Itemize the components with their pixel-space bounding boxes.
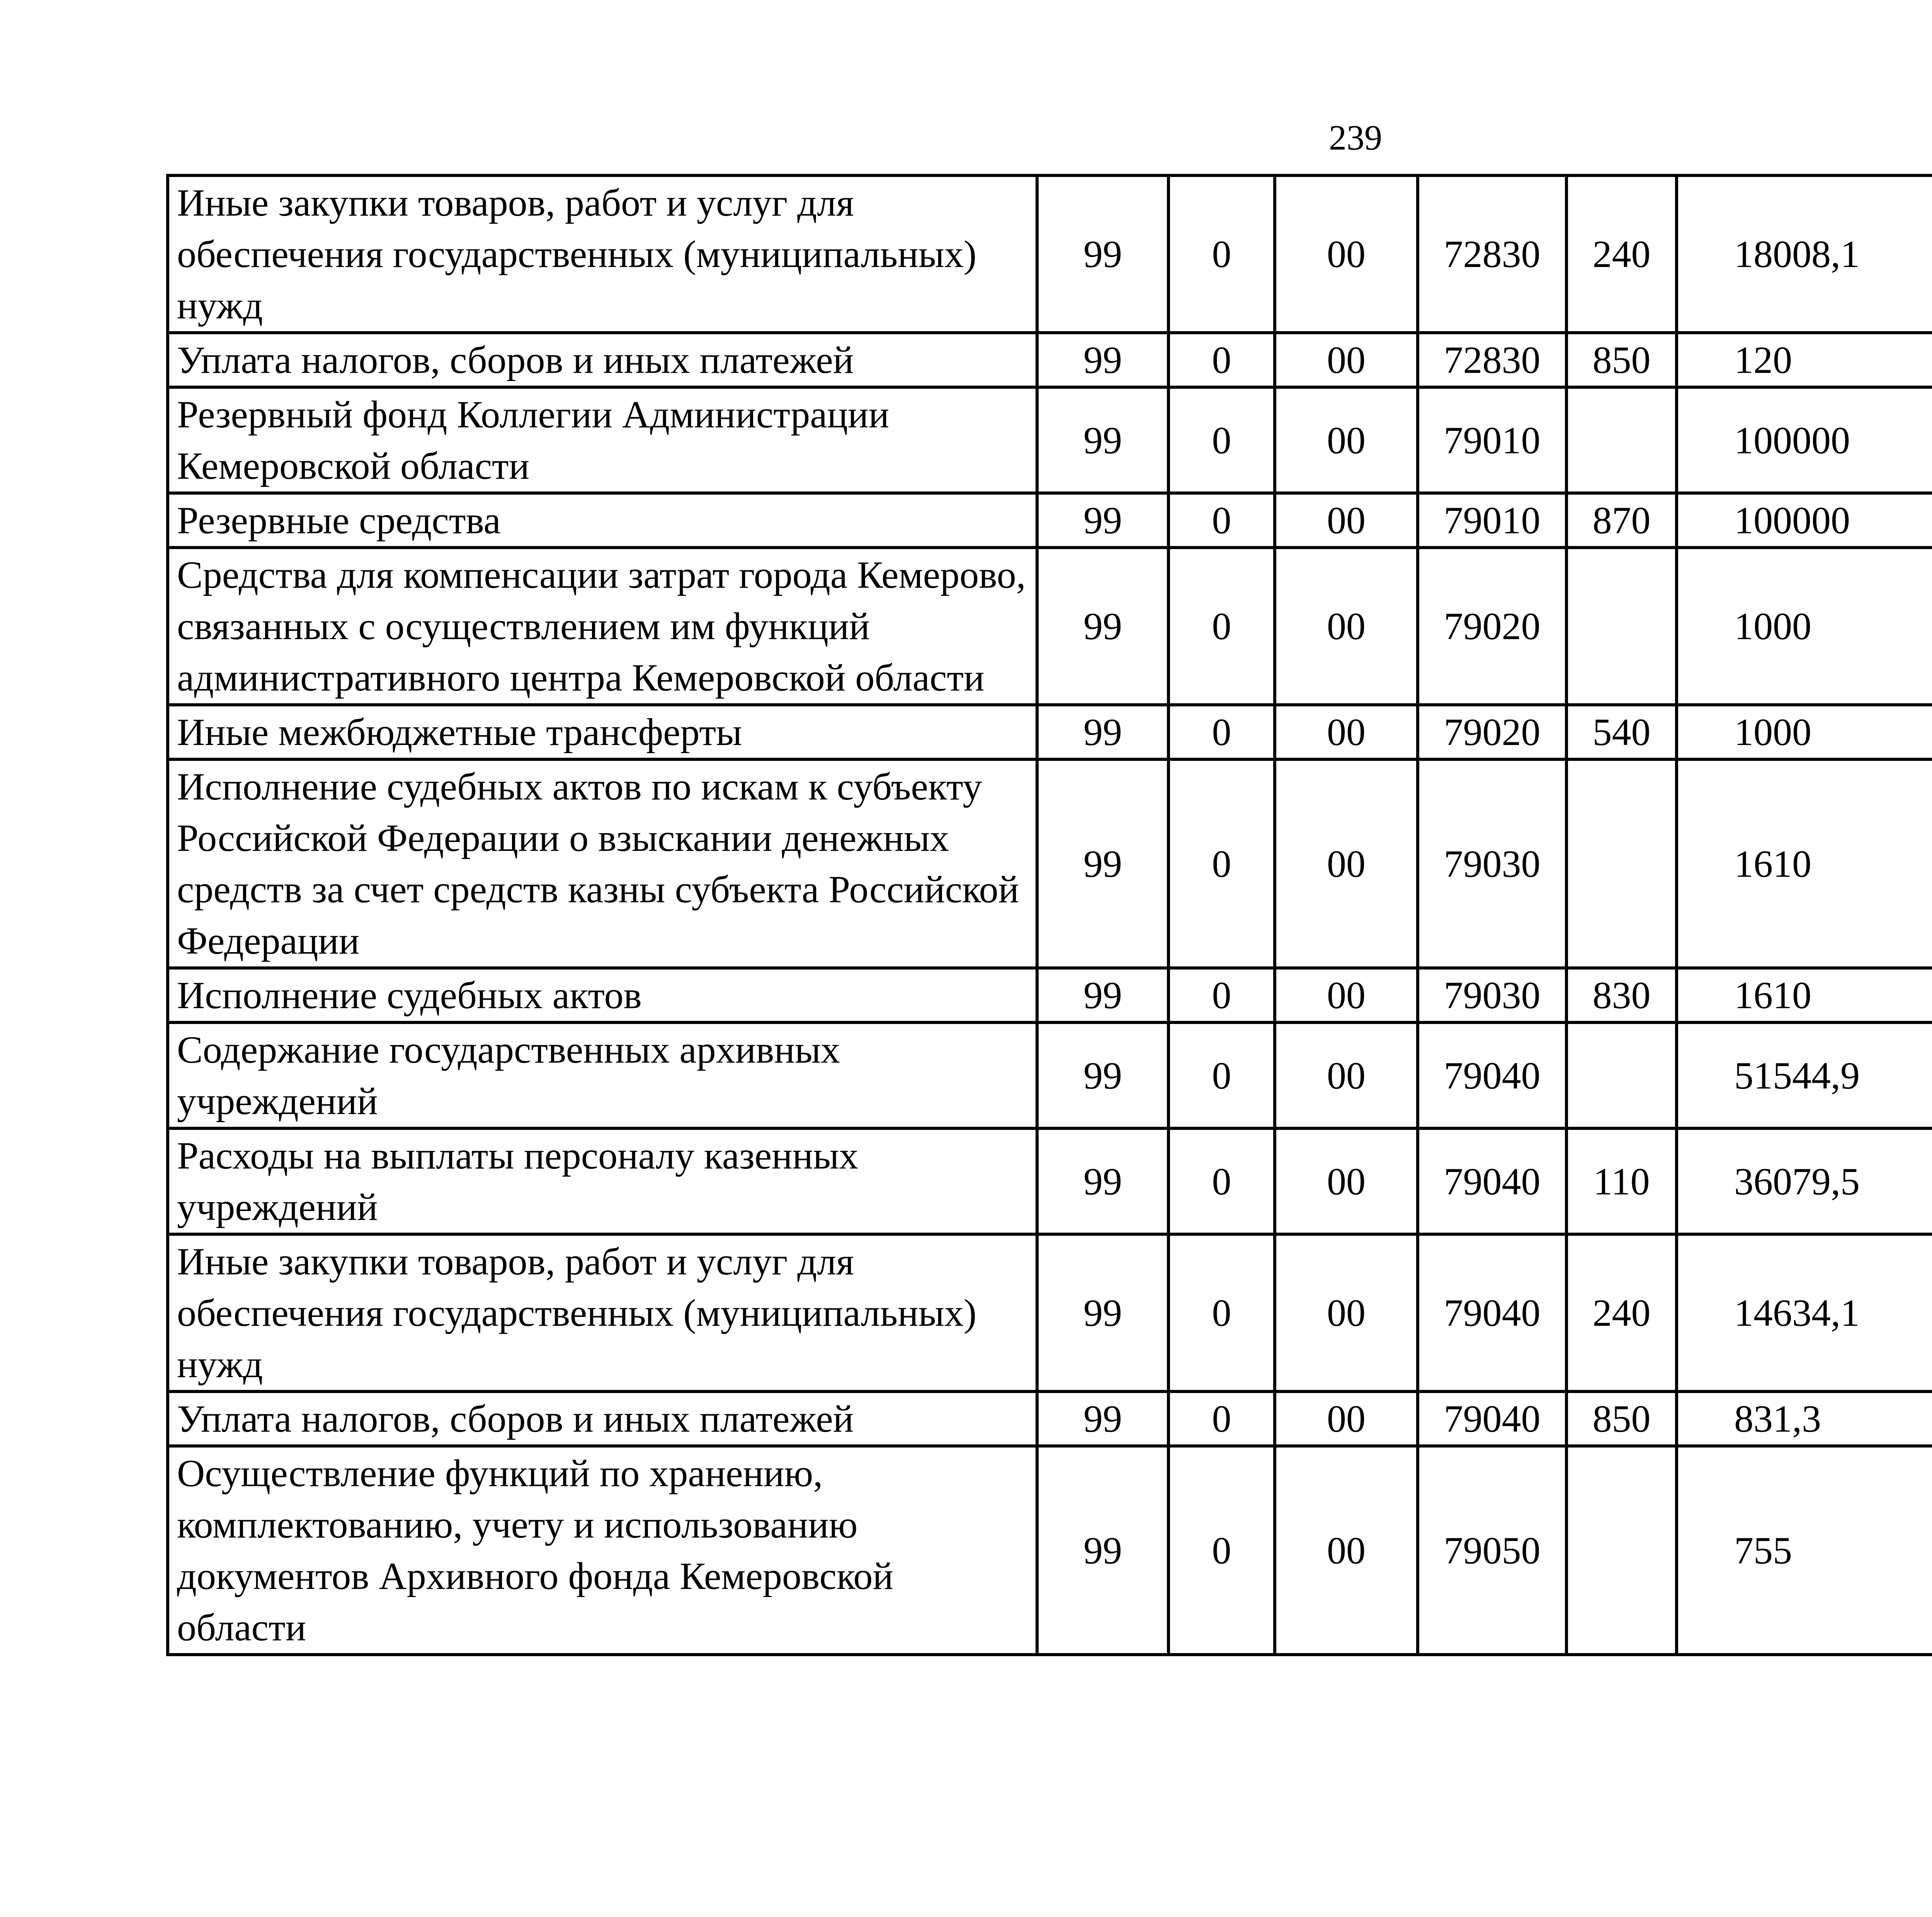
table-row [168, 759, 1932, 968]
expense-type-code: 540 [1566, 705, 1677, 759]
subprogram-code: 00 [1275, 705, 1418, 759]
line-item-name: Иные закупки товаров, работ и услуг для обеспечения государственных (муниципальных) нужд [168, 1234, 1037, 1391]
section-code: 99 [1037, 333, 1168, 387]
section-code: 99 [1037, 1391, 1168, 1446]
section-code: 99 [1037, 548, 1168, 705]
section-code: 99 [1037, 387, 1168, 493]
program-code: 0 [1168, 968, 1275, 1022]
target-article-code: 72830 [1418, 175, 1566, 333]
table-row [168, 1391, 1932, 1446]
amount-year-1: 18008,1 [1677, 175, 1932, 333]
expense-type-code [1566, 387, 1677, 493]
subprogram-code: 00 [1275, 968, 1418, 1022]
table-row [168, 493, 1932, 548]
table-row [168, 548, 1932, 705]
budget-table [166, 174, 1932, 1656]
section-code: 99 [1037, 705, 1168, 759]
expense-type-code: 830 [1566, 968, 1677, 1022]
expense-type-code: 850 [1566, 1391, 1677, 1446]
program-code: 0 [1168, 175, 1275, 333]
amount-year-1: 1610 [1677, 968, 1932, 1022]
subprogram-code: 00 [1275, 333, 1418, 387]
target-article-code: 79020 [1418, 705, 1566, 759]
line-item-name: Исполнение судебных актов по искам к субъекту Российской Федерации о взыскании денежных средств за счет средств казны субъекта Российской Федерации [168, 759, 1037, 968]
expense-type-code: 240 [1566, 1234, 1677, 1391]
program-code: 0 [1168, 548, 1275, 705]
subprogram-code: 00 [1275, 387, 1418, 493]
line-item-name: Средства для компенсации затрат города Кемерово, связанных с осуществлением им функций административного центра Кемеровской области [168, 548, 1037, 705]
line-item-name: Иные межбюджетные трансферты [168, 705, 1037, 759]
program-code: 0 [1168, 1391, 1275, 1446]
target-article-code: 72830 [1418, 333, 1566, 387]
subprogram-code: 00 [1275, 759, 1418, 968]
amount-year-1: 100000 [1677, 493, 1932, 548]
target-article-code: 79030 [1418, 759, 1566, 968]
expense-type-code: 870 [1566, 493, 1677, 548]
table-row [168, 1128, 1932, 1234]
subprogram-code: 00 [1275, 548, 1418, 705]
program-code: 0 [1168, 705, 1275, 759]
subprogram-code: 00 [1275, 1446, 1418, 1655]
table-row [168, 1234, 1932, 1391]
expense-type-code [1566, 759, 1677, 968]
table-body [168, 175, 1932, 1655]
program-code: 0 [1168, 493, 1275, 548]
table-row [168, 387, 1932, 493]
program-code: 0 [1168, 759, 1275, 968]
program-code: 0 [1168, 1128, 1275, 1234]
subprogram-code: 00 [1275, 1234, 1418, 1391]
expense-type-code [1566, 1446, 1677, 1655]
line-item-name: Резервный фонд Коллегии Администрации Кемеровской области [168, 387, 1037, 493]
line-item-name: Исполнение судебных актов [168, 968, 1037, 1022]
line-item-name: Иные закупки товаров, работ и услуг для обеспечения государственных (муниципальных) нужд [168, 175, 1037, 333]
target-article-code: 79040 [1418, 1234, 1566, 1391]
amount-year-1: 14634,1 [1677, 1234, 1932, 1391]
section-code: 99 [1037, 968, 1168, 1022]
program-code: 0 [1168, 1446, 1275, 1655]
section-code: 99 [1037, 1234, 1168, 1391]
section-code: 99 [1037, 1128, 1168, 1234]
line-item-name: Расходы на выплаты персоналу казенных учреждений [168, 1128, 1037, 1234]
table-row [168, 175, 1932, 333]
amount-year-1: 120 [1677, 333, 1932, 387]
page-number: 239 [1329, 118, 1382, 157]
subprogram-code: 00 [1275, 1391, 1418, 1446]
line-item-name: Уплата налогов, сборов и иных платежей [168, 333, 1037, 387]
section-code: 99 [1037, 175, 1168, 333]
amount-year-1: 1000 [1677, 548, 1932, 705]
line-item-name: Резервные средства [168, 493, 1037, 548]
table-row [168, 705, 1932, 759]
section-code: 99 [1037, 1022, 1168, 1128]
target-article-code: 79030 [1418, 968, 1566, 1022]
subprogram-code: 00 [1275, 493, 1418, 548]
subprogram-code: 00 [1275, 1128, 1418, 1234]
amount-year-1: 100000 [1677, 387, 1932, 493]
program-code: 0 [1168, 1234, 1275, 1391]
expense-type-code: 240 [1566, 175, 1677, 333]
target-article-code: 79050 [1418, 1446, 1566, 1655]
program-code: 0 [1168, 1022, 1275, 1128]
amount-year-1: 831,3 [1677, 1391, 1932, 1446]
table-row [168, 333, 1932, 387]
target-article-code: 79040 [1418, 1128, 1566, 1234]
section-code: 99 [1037, 1446, 1168, 1655]
expense-type-code [1566, 1022, 1677, 1128]
table-row [168, 1446, 1932, 1655]
section-code: 99 [1037, 759, 1168, 968]
target-article-code: 79010 [1418, 387, 1566, 493]
amount-year-1: 755 [1677, 1446, 1932, 1655]
target-article-code: 79020 [1418, 548, 1566, 705]
program-code: 0 [1168, 387, 1275, 493]
section-code: 99 [1037, 493, 1168, 548]
table-row [168, 1022, 1932, 1128]
amount-year-1: 1000 [1677, 705, 1932, 759]
line-item-name: Уплата налогов, сборов и иных платежей [168, 1391, 1037, 1446]
line-item-name: Содержание государственных архивных учреждений [168, 1022, 1037, 1128]
target-article-code: 79040 [1418, 1022, 1566, 1128]
table-row [168, 968, 1932, 1022]
subprogram-code: 00 [1275, 1022, 1418, 1128]
expense-type-code [1566, 548, 1677, 705]
subprogram-code: 00 [1275, 175, 1418, 333]
line-item-name: Осуществление функций по хранению, комплектованию, учету и использованию документов Архивного фонда Кемеровской области [168, 1446, 1037, 1655]
amount-year-1: 1610 [1677, 759, 1932, 968]
program-code: 0 [1168, 333, 1275, 387]
expense-type-code: 850 [1566, 333, 1677, 387]
target-article-code: 79040 [1418, 1391, 1566, 1446]
amount-year-1: 51544,9 [1677, 1022, 1932, 1128]
amount-year-1: 36079,5 [1677, 1128, 1932, 1234]
target-article-code: 79010 [1418, 493, 1566, 548]
expense-type-code: 110 [1566, 1128, 1677, 1234]
